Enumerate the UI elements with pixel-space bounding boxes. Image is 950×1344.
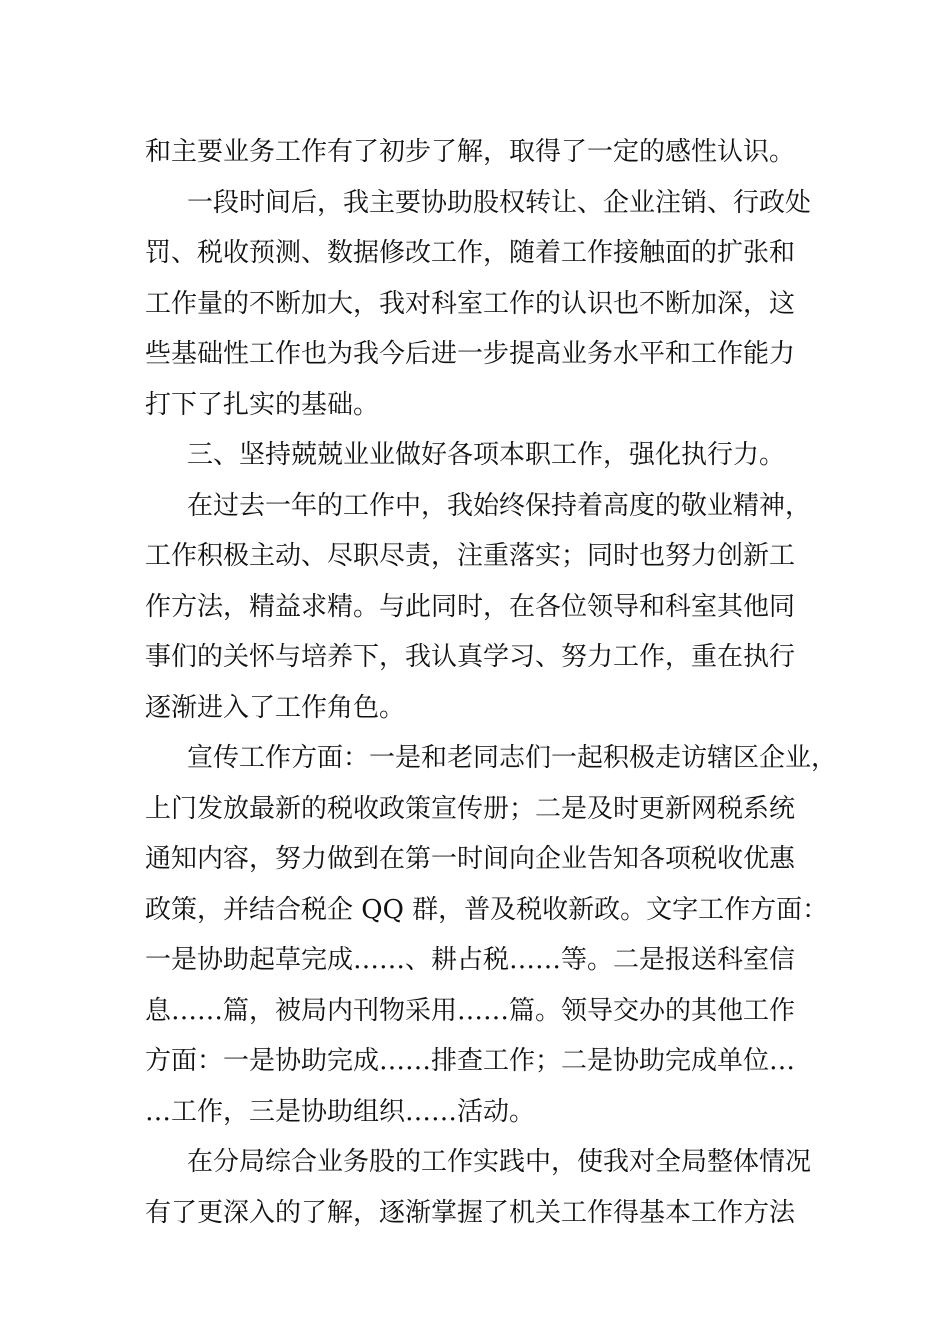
text-line: 些基础性工作也为我今后进一步提高业务水平和工作能力 [145, 339, 796, 369]
text-line: 上门发放最新的税收政策宣传册；二是及时更新网税系统 [145, 793, 796, 824]
text-line: 工作积极主动、尽职尽责，注重落实；同时也努力创新工 [145, 541, 796, 571]
text-line: 有了更深入的了解，逐渐掌握了机关工作得基本工作方法 [145, 1197, 796, 1228]
text-line: 通知内容，努力做到在第一时间向企业告知各项税收优惠 [145, 844, 796, 874]
section-heading: 三、坚持兢兢业业做好各项本职工作，强化执行力。 [187, 440, 786, 470]
text-line: 在过去一年的工作中，我始终保持着高度的敬业精神， [187, 490, 812, 521]
text-line: 一是协助起草完成……、耕占税……等。二是报送科室信 [145, 945, 796, 975]
text-line: 打下了扎实的基础。 [145, 389, 380, 420]
text-line: 和主要业务工作有了初步了解，取得了一定的感性认识。 [145, 137, 796, 167]
text-line: 事们的关怀与培养下，我认真学习、努力工作，重在执行 [145, 642, 796, 672]
text-line: 宣传工作方面：一是和老同志们一起积极走访辖区企业， [187, 743, 838, 773]
text-line: …工作，三是协助组织……活动。 [145, 1096, 536, 1127]
text-line: 工作量的不断加大，我对科室工作的认识也不断加深，这 [145, 288, 796, 319]
body-text [145, 127, 838, 1238]
text-line: 罚、税收预测、数据修改工作，随着工作接触面的扩张和 [145, 238, 796, 268]
text-line: 方面：一是协助完成……排查工作；二是协助完成单位… [145, 1046, 796, 1076]
text-line: 息……篇，被局内刊物采用……篇。领导交办的其他工作 [145, 995, 796, 1026]
text-line: 一段时间后，我主要协助股权转让、企业注销、行政处 [187, 187, 812, 218]
text-line: 作方法，精益求精。与此同时，在各位领导和科室其他同 [145, 591, 796, 622]
text-line: 在分局综合业务股的工作实践中，使我对全局整体情况 [187, 1147, 812, 1177]
text-line: 逐渐进入了工作角色。 [145, 692, 406, 723]
text-line: 政策，并结合税企 QQ 群，普及税收新政。文字工作方面： [145, 894, 829, 925]
